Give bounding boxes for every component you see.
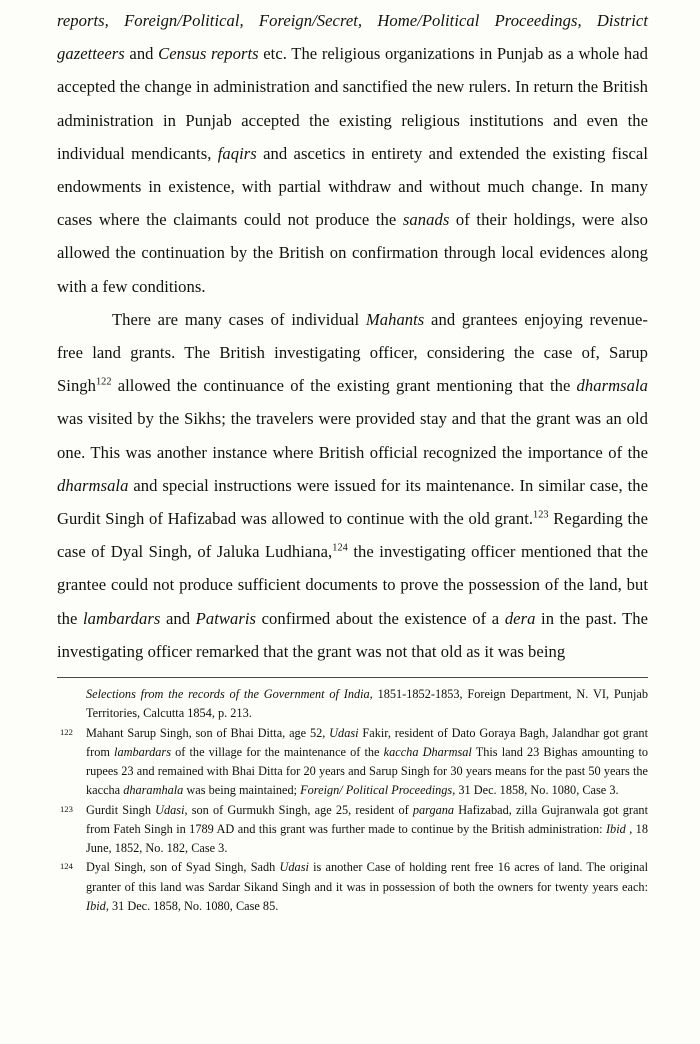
italic-run: pargana [412, 802, 455, 817]
text-run: confirmed about the existence of a [256, 608, 505, 628]
text-run: Mahant Sarup Singh, son of Bhai Ditta, age 52, [86, 725, 330, 740]
text-run: of the village for the maintenance of the [171, 744, 384, 759]
text-run: and grantees enjoying revenue-free land grants. The British investigating officer, considering the case of, Sarup Singh [57, 309, 648, 396]
text-run: is another Case of holding rent free 16 acres of land. The original granter of this land was Sardar Sikand Singh and it was in possession of both the owners for twenty years each: [86, 860, 648, 894]
text-run: in the past. The investigating officer remarked that the grant was not that old as it was being [57, 608, 649, 661]
text-run: This land 23 Bighas amounting to rupees 23 and remained with Bhai Ditta for 20 years and Sarup Singh for 30 years means for the past 50 years the kaccha [86, 744, 649, 798]
footnote-continued [57, 685, 648, 723]
text-run: Regarding the case of Dyal Singh, of Jaluka Ludhiana, [57, 509, 648, 562]
text-run: and ascetics in entirety and extended the existing fiscal endowments in existence, with partial withdraw and without much change. In many cases where the claimants could not produce the [57, 143, 648, 230]
italic-run: Selections from the records of the Government of India, [86, 687, 373, 702]
italic-run: faqirs [217, 143, 257, 163]
text-run: the investigating officer mentioned that the grantee could not produce sufficient documents to prove the possession of the land, but the [57, 542, 648, 628]
text-run: , son of Gurmukh Singh, age 25, resident of [184, 802, 413, 817]
footnote-marker: 123 [533, 509, 549, 521]
para-continued [57, 4, 648, 303]
text-run: etc. The religious organizations in Punjab as a whole had accepted the change in administration and sanctified the new rulers. In return the British administration in Punjab accepted the existing religious institutions and even the individual mendicants, [57, 44, 648, 163]
text-run: and [160, 608, 196, 628]
text-run: Gurdit Singh [86, 802, 156, 817]
footnote-number: 122 [60, 726, 73, 737]
footnote-text [86, 858, 648, 915]
text-run: 1851-1852-1853, Foreign Department, N. VI, Punjab Territories, Calcutta 1854, p. 213. [86, 687, 648, 721]
body-paragraphs-container [57, 4, 648, 668]
italic-run: Udasi [155, 802, 185, 817]
footnote-number: 123 [60, 803, 73, 814]
text-run: and special instructions were issued for its maintenance. In similar case, the Gurdit Singh of Hafizabad was allowed to continue with the old grant. [57, 475, 648, 529]
text-run: , 31 Dec. 1858, No. 1080, Case 85. [105, 898, 279, 913]
text-run: and [124, 44, 159, 64]
text-run: There are many cases of individual [112, 309, 366, 329]
footnote-number: 124 [60, 861, 73, 872]
italic-run: Udasi [329, 725, 359, 740]
footnote-124 [57, 858, 648, 915]
footnote-122 [57, 724, 648, 800]
footnote-text [86, 724, 648, 800]
italic-run: Patwaris [195, 608, 256, 628]
italic-run: dharmsala [576, 376, 648, 396]
italic-run: Ibid [605, 821, 626, 836]
text-run: was visited by the Sikhs; the travelers were provided stay and that the grant was an old one. This was another instance where British official recognized the importance of the [57, 409, 648, 462]
footnote-marker: 122 [95, 376, 112, 388]
text-run: was being maintained; [183, 783, 301, 798]
italic-run: kaccha Dharmsal [383, 744, 472, 759]
italic-run: lambardars [114, 744, 171, 759]
italic-run: Mahants [365, 309, 425, 329]
footnote-text [86, 801, 648, 858]
text-run: Dyal Singh, son of Syad Singh, Sadh [86, 860, 280, 875]
italic-run: Udasi [279, 860, 309, 875]
italic-run: dharamhala [123, 783, 184, 798]
footnote-marker: 124 [332, 542, 348, 554]
italic-run: reports, Foreign/Political, Foreign/Secret, Home/Political Proceedings, District gazetteers [57, 11, 648, 64]
text-run: , 18 June, 1852, No. 182, Case 3. [86, 821, 648, 855]
para-mahants [57, 303, 648, 668]
italic-run: lambardars [83, 608, 161, 628]
italic-run: Ibid [86, 898, 106, 913]
footnote-separator-rule [57, 677, 648, 678]
text-run: Hafizabad, zilla Gujranwala got grant from Fateh Singh in 1789 AD and this grant was further made to continue by the British administration: [86, 802, 648, 836]
text-run: , 31 Dec. 1858, No. 1080, Case 3. [452, 783, 619, 798]
footnotes-area [57, 685, 648, 916]
text-run: Fakir, resident of Dato Goraya Bagh, Jalandhar got grant from [86, 725, 648, 759]
body-text-area [57, 0, 648, 668]
italic-run: Foreign/ Political Proceedings [300, 783, 453, 798]
footnote-123 [57, 801, 648, 858]
italic-run: sanads [402, 210, 450, 230]
italic-run: dera [504, 608, 536, 628]
footnote-text [86, 685, 648, 723]
text-run: of their holdings, were also allowed the continuation by the British on confirmation through local evidences along with a few conditions. [57, 210, 648, 296]
italic-run: dharmsala [57, 475, 129, 495]
italic-run: Census reports [158, 44, 259, 64]
text-run: allowed the continuance of the existing grant mentioning that the [111, 376, 577, 396]
